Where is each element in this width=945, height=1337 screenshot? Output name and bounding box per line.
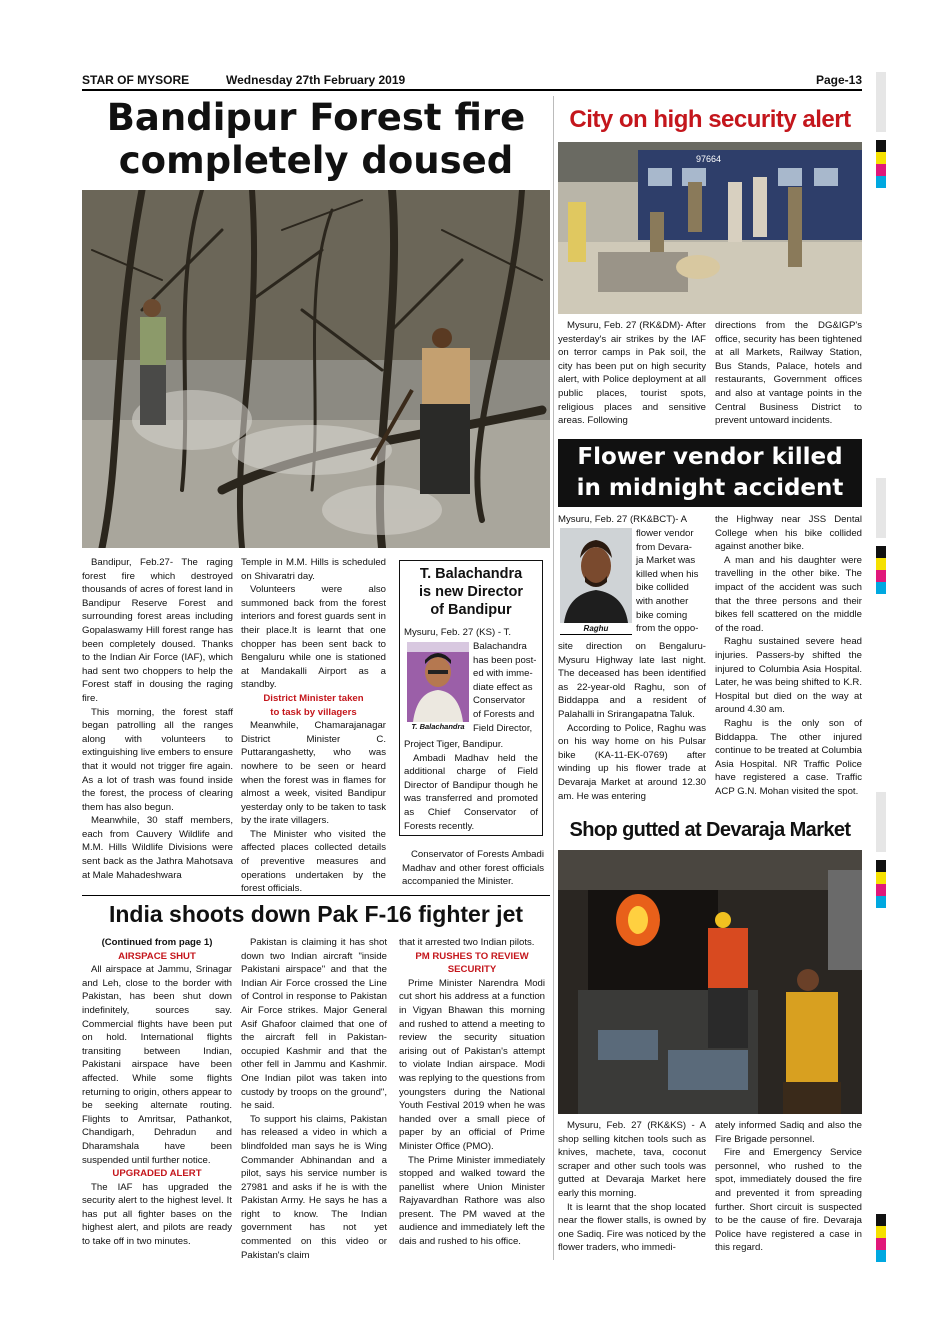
director-p3-wrap <box>402 848 544 889</box>
director-rest: Project Tiger, Bandipur. <box>404 739 504 750</box>
lead-col1-p1: Bandipur, Feb.27- The raging forest fire which destroyed thousands of acres of forest land in Bandipur Reserve Forest and surrounding forest areas including Gopalaswamy Hill forest range has been completely doused. Thanks to the Indian Air Force (IAF), which had sent two choppers to help the Forest staff in dousing the raging fire. <box>82 557 233 704</box>
f16-sub2: UPGRADED ALERT <box>112 1168 202 1180</box>
lead-col2-p4: The Minister who visited the affected places collected details of preventive measures and operations undertaken by the forest officials. <box>241 828 386 895</box>
security-col2-p: directions from the DG&IGP's office, security has been tightened at all Markets, Railway Station, Bus Stands, Palace, hotels and restaurants, Government offices and also at vantage points in the Central Business District to prevent untoward incidents. <box>715 320 862 427</box>
director-headline <box>404 565 538 619</box>
security-col1-p: Mysuru, Feb. 27 (RK&DM)- After yesterday's air strikes by the IAF on terror camps in Pak soil, the city has been put on high security alert, with Police deployment at all public places, tourist spots, religious places and sensitive areas. Following <box>558 320 706 427</box>
vendor-col2-p2: A man and his daughter were travelling in the other bike. The impact of the accident was such that the three persons and their bikes fell scattered on the middle of the road. <box>715 554 862 634</box>
shop-headline: Shop gutted at Devaraja Market <box>569 819 851 841</box>
lead-col2-p2: Volunteers were also summoned back from the forest interiors and forest guards sent in their place.It is learnt that one chopper has been sent back to Bengaluru while one is stationed at Mandakalli Airport as a standby. <box>241 584 386 691</box>
shop-fire-photo-icon <box>558 850 862 1114</box>
coach-number: 97664 <box>696 154 722 164</box>
lead-headline-line1: Bandipur Forest fire <box>106 96 526 139</box>
director-line-3: ed with imme- <box>473 668 533 680</box>
security-headline: City on high security alert <box>569 106 851 133</box>
director-photo-caption: T. Balachandra <box>411 722 465 731</box>
f16-col2 <box>241 936 387 1262</box>
swatch-cyan-2 <box>876 582 886 594</box>
page-number: Page-13 <box>815 73 862 87</box>
registration-bar-1 <box>876 72 886 132</box>
swatch-magenta-2 <box>876 570 886 582</box>
swatch-yellow-2 <box>876 558 886 570</box>
lead-col2 <box>241 556 386 896</box>
swatch-yellow-1 <box>876 152 886 164</box>
director-wrap-lines <box>473 640 538 735</box>
raghu-photo <box>560 528 632 623</box>
raghu-caption: Raghu <box>583 624 609 633</box>
director-title-line2: is new Director <box>419 584 523 600</box>
director-line-2: has been post- <box>473 654 537 666</box>
director-line-5: Conservator <box>473 695 526 707</box>
lead-subhead <box>241 692 386 719</box>
railway-station-photo-icon <box>558 142 862 314</box>
vendor-line-5: killed when his <box>636 568 699 580</box>
swatch-cyan-3 <box>876 896 886 908</box>
f16-col2-p2: To support his claims, Pakistan has released a video in which a blindfolded man says he is Wing Commander Abhinandan and a pilot, says his service number is 27981 and asks if he is with the Pakistan Army. He says he has a right to know. The Indian government has not yet commented on this video or Pakistan's claim <box>241 1113 387 1261</box>
shop-col1-p1: Mysuru, Feb. 27 (RK&KS) - A shop selling kitchen tools such as knives, machete, tava, coconut scraper and other such tools was gutted at Devaraja Market here early this morning. <box>558 1120 706 1199</box>
f16-col2-p1: Pakistan is claiming it has shot down two Indian aircraft "inside Pakistani airspace" and that the Indian Air Force crossed the Line of Control in response to Pakistan Air Force strikes. Major General Asif Ghafoor claimed that one of the aircraft fell in Pakistan-occupied Kashmir and that the other fell in Jammu and Kashmir. One Indian pilot was taken into custody by troops on the ground", he said. <box>241 937 387 1112</box>
f16-sub1: AIRSPACE SHUT <box>118 950 196 962</box>
balachandra-photo <box>407 642 469 722</box>
swatch-black-4 <box>876 1214 886 1226</box>
security-col1 <box>558 319 706 428</box>
f16-col3 <box>399 936 545 1249</box>
shop-col1-p2: It is learnt that the shop located near the flower stalls, is owned by one Sadiq. Fire was noticed by the flower traders, who immedi- <box>558 1201 706 1254</box>
security-col2 <box>715 319 862 428</box>
vendor-col2-p3: Raghu sustained severe head injuries. Passers-by shifted the injured to Columbia Asia Hospital. Later, he was being shifted to K.R. Hospital but died on the way at around 4.30 am. <box>715 636 862 716</box>
forest-fire-photo <box>82 190 550 548</box>
f16-col3-p1: Prime Minister Narendra Modi cut short his address at a function in Vigyan Bhawan this morning and rushed to attend a meeting to review the security situation arising out of Pakistan's attempt to violate Indian airspace. Modi was replying to the questions from youngsters during the National Youth Festival 2019 when he was handed over a small piece of paper by an official of Prime Minister Office (PMO). <box>399 977 545 1152</box>
f16-continued: (Continued from page 1) <box>101 937 213 948</box>
vendor-col1-p2: According to Police, Raghu was on his way home on his Pulsar bike (KA-11-EK-0769) after winding up his flower trade at Devaraja Market at around 12.30 am. He was entering <box>558 722 706 802</box>
vendor-col1-rest: site direction on Bengaluru-Mysuru Highway late last night. The deceased has been identified as 22-year-old Raghu, son of Biddappa and a resident of Palahalli in Srirangapatna Taluk. <box>558 641 706 720</box>
header-rule <box>82 89 862 91</box>
vendor-headline <box>558 439 862 507</box>
lead-col2-p3: Meanwhile, Chamarajanagar District Minister C. Puttarangashetty, who was nowhere to be seen or heard when the forest was in flames for almost a week, visited Bandipur yesterday only to be taken to task by the irate villagers. <box>241 720 386 827</box>
vendor-col2-p1: the Highway near JSS Dental College when his bike collided against another bike. <box>715 514 862 553</box>
vendor-line-2: flower vendor <box>636 528 694 539</box>
director-line-4: diate effect as <box>473 681 533 693</box>
f16-col3-p2: The Prime Minister immediately stopped and walked toward the panellist where Union Minister Rajyavardhan Rathore was also present. The PM waved at the audience and immediately left the dais and rushed to his office. <box>399 1154 545 1248</box>
swatch-black-2 <box>876 546 886 558</box>
shop-col2 <box>715 1119 862 1255</box>
shop-fire-photo <box>558 850 862 1114</box>
director-line-6: of Forests and <box>473 708 535 720</box>
lead-subhead-line2: to task by villagers <box>270 706 357 718</box>
issue-date: Wednesday 27th February 2019 <box>226 73 406 87</box>
f16-sub3 <box>399 950 545 977</box>
swatch-cyan-4 <box>876 1250 886 1262</box>
vendor-col2 <box>715 513 862 798</box>
forest-photo-icon <box>82 190 550 548</box>
vendor-line-7: with another <box>636 595 689 607</box>
director-p3: Conservator of Forests Ambadi Madhav and other forest officials accompanied the Minister. <box>402 849 544 888</box>
f16-sub3-line2: SECURITY <box>447 964 497 976</box>
shop-col1 <box>558 1119 706 1255</box>
security-photo <box>558 142 862 314</box>
lead-headline <box>82 96 550 182</box>
f16-sub3-line1: PM RUSHES TO REVIEW <box>415 950 529 962</box>
shop-col2-p2: Fire and Emergency Service personnel, who rushed to the spot, immediately doused the fire and prevented it from spreading further. Short circuit is suspected to be the cause of fire. Devaraja Police have registered a case in this regard. <box>715 1147 862 1254</box>
director-dateline: Mysuru, Feb. 27 (KS) - T. <box>404 627 511 638</box>
swatch-magenta-3 <box>876 884 886 896</box>
swatch-yellow-3 <box>876 872 886 884</box>
column-divider <box>553 96 554 1260</box>
lead-col2-p1: Temple in M.M. Hills is scheduled on Shivaratri day. <box>241 557 386 582</box>
registration-bar-2 <box>876 478 886 538</box>
shop-col2-p1: ately informed Sadiq and also the Fire Brigade personnel. <box>715 1120 862 1145</box>
director-line-7: Field Director, <box>473 722 533 734</box>
lead-col1-p3: Meanwhile, 30 staff members, each from Cauvery Wildlife and M.M. Hills Wildlife Divisions were sent back as the Jathra Mahotsava at Male Mahadeshwara <box>82 815 233 881</box>
lead-subhead-line1: District Minister taken <box>263 692 364 704</box>
portrait-icon <box>560 528 632 623</box>
f16-col1-a: All airspace at Jammu, Srinagar and Leh, close to the border with Pakistan, has been shut down indefinitely, sources say. Commercial flights have been put on hold. International flights transiting between Indian, Pakistani airspace have been affected. While some flights returning to origin, others appear to be seeking alternate routing. Flights to Amritsar, Pathankot, Chandigarh, Dehradun and Dharamshala have been suspended until further notice. <box>82 964 232 1166</box>
swatch-magenta-4 <box>876 1238 886 1250</box>
vendor-dateline: Mysuru, Feb. 27 (RK&BCT)- A <box>558 514 688 525</box>
f16-col1 <box>82 936 232 1249</box>
vendor-line-9: from the oppo- <box>636 623 699 635</box>
lead-headline-line2: completely doused <box>118 139 514 182</box>
f16-col1-b: The IAF has upgraded the security alert to the highest level. It has put all fighter bases on the highest alert, and pilots are ready to take off in two minutes. <box>82 1181 232 1248</box>
director-line-1: Balachandra <box>473 641 527 652</box>
vendor-line-8: bike coming <box>636 609 688 621</box>
f16-col3-a: that it arrested two Indian pilots. <box>399 937 535 948</box>
vendor-headline-line1: Flower vendor killed <box>577 444 843 470</box>
director-p2: Ambadi Madhav held the additional charge of Field Director of Bandipur though he was transferred and promoted as Chief Conservator of Forests recently. <box>404 752 538 832</box>
swatch-magenta-1 <box>876 164 886 176</box>
vendor-line-6: bike collided <box>636 582 689 594</box>
director-title-line3: of Bandipur <box>430 602 512 618</box>
vendor-col1 <box>558 640 706 803</box>
f16-headline: India shoots down Pak F-16 fighter jet <box>108 901 524 927</box>
lead-col1 <box>82 556 233 882</box>
swatch-black-3 <box>876 860 886 872</box>
vendor-line-3: from Devara- <box>636 541 692 553</box>
director-body <box>404 738 538 833</box>
swatch-yellow-4 <box>876 1226 886 1238</box>
swatch-black-1 <box>876 140 886 152</box>
director-title-line1: T. Balachandra <box>419 566 523 582</box>
lead-col1-p2: This morning, the forest staff began patrolling all the ranges along with volunteers to extinguishing live embers to ensure that it would not trigger fire again. As a lot of trash was found inside the forest, the process of clearing them has also begun. <box>82 706 233 813</box>
swatch-cyan-1 <box>876 176 886 188</box>
registration-bar-3 <box>876 792 886 852</box>
vendor-wrap-lines <box>636 527 706 636</box>
vendor-col2-p4: Raghu is the only son of Biddappa. The other injured continue to be treated at Columbia Asia Hospital. NR Traffic Police have registered a case. Traffic ACP G.N. Mohan visited the spot. <box>715 717 862 797</box>
vendor-line-4: ja Market was <box>636 555 696 567</box>
raghu-caption-rule <box>560 634 632 635</box>
f16-rule <box>82 895 550 896</box>
portrait-icon <box>407 642 469 722</box>
vendor-headline-line2: in midnight accident <box>576 475 844 501</box>
paper-name: STAR OF MYSORE <box>82 73 190 87</box>
